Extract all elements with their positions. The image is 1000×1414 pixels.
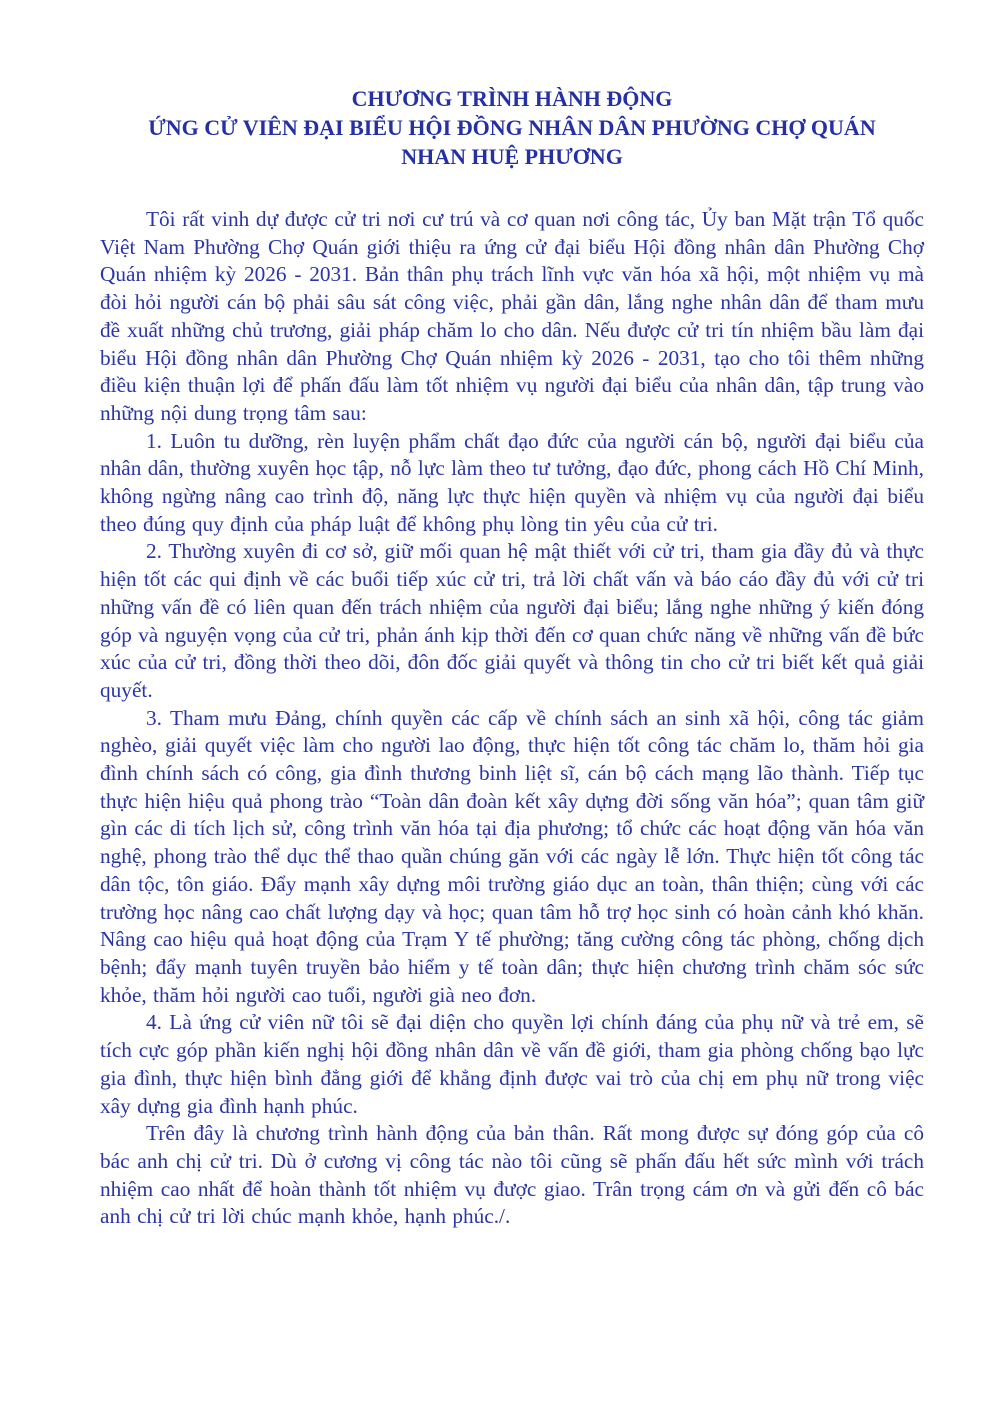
candidate-name: NHAN HUỆ PHƯƠNG [401,144,623,169]
title-line-1: CHƯƠNG TRÌNH HÀNH ĐỘNG [351,86,673,111]
action-item-1: 1. Luôn tu dưỡng, rèn luyện phẩm chất đạo đức của người cán bộ, người đại biểu của nhân dân, thường xuyên học tập, nỗ lực làm theo tư tưởng, đạo đức, phong cách Hồ Chí Minh, không ngừng nâng cao trình độ, năng lực thực hiện quyền và nhiệm vụ của người đại biểu theo đúng quy định của pháp luật để không phụ lòng tin yêu của cử tri. [100,428,924,536]
action-item-4: 4. Là ứng cử viên nữ tôi sẽ đại diện cho quyền lợi chính đáng của phụ nữ và trẻ em, sẽ tích cực góp phần kiến nghị hội đồng nhân dân về vấn đề giới, tham gia phòng chống bạo lực gia đình, thực hiện bình đẳng giới để khẳng định được vai trò của chị em phụ nữ trong việc xây dựng gia đình hạnh phúc. [100,1010,924,1118]
action-item-3: 3. Tham mưu Đảng, chính quyền các cấp về chính sách an sinh xã hội, công tác giảm nghèo, giải quyết việc làm cho người lao động, thực hiện tốt công tác chăm lo, thăm hỏi gia đình chính sách có công, gia đình thương binh liệt sĩ, cán bộ cách mạng lão thành. Tiếp tục thực hiện hiệu quả phong trào “Toàn dân đoàn kết xây dựng đời sống văn hóa”; quan tâm giữ gìn các di tích lịch sử, công trình văn hóa tại địa phương; tổ chức các hoạt động văn hóa văn nghệ, phong trào thể dục thể thao quần chúng găn với các ngày lễ lớn. Thực hiện tốt công tác dân tộc, tôn giáo. Đẩy mạnh xây dựng môi trường giáo dục an toàn, thân thiện; cùng với các trường học nâng cao chất lượng dạy và học; quan tâm hỗ trợ học sinh có hoàn cảnh khó khăn. Nâng cao hiệu quả hoạt động của Trạm Y tế phường; tăng cường công tác phòng, chống dịch bệnh; đẩy mạnh tuyên truyền bảo hiểm y tế toàn dân; thực hiện chương trình chăm sóc sức khỏe, thăm hỏi người cao tuổi, người già neo đơn. [100,705,924,1007]
document-body [100,206,924,1231]
title-line-2: ỨNG CỬ VIÊN ĐẠI BIỂU HỘI ĐỒNG NHÂN DÂN PHƯỜNG CHỢ QUÁN [148,115,876,140]
paragraph-closing: Trên đây là chương trình hành động của bản thân. Rất mong được sự đóng góp của cô bác anh chị cử tri. Dù ở cương vị công tác nào tôi cũng sẽ phấn đấu hết sức mình với trách nhiệm cao nhất để hoàn thành tốt nhiệm vụ được giao. Trân trọng cám ơn và gửi đến cô bác anh chị cử tri lời chúc mạnh khỏe, hạnh phúc./. [100,1121,924,1229]
document-title [100,84,924,171]
action-item-2: 2. Thường xuyên đi cơ sở, giữ mối quan hệ mật thiết với cử tri, tham gia đầy đủ và thực hiện tốt các qui định về các buổi tiếp xúc cử tri, trả lời chất vấn và báo cáo đầy đủ với cử tri những vấn đề có liên quan đến trách nhiệm của người đại biểu; lắng nghe những ý kiến đóng góp và nguyện vọng của cử tri, phản ánh kịp thời đến cơ quan chức năng về những vấn đề bức xúc của cử tri, đồng thời theo dõi, đôn đốc giải quyết và thông tin cho cử tri biết kết quả giải quyết. [100,539,924,702]
paragraph-intro: Tôi rất vinh dự được cử tri nơi cư trú và cơ quan nơi công tác, Ủy ban Mặt trận Tổ quốc Việt Nam Phường Chợ Quán giới thiệu ra ứng cử đại biểu Hội đồng nhân dân Phường Chợ Quán nhiệm kỳ 2026 - 2031. Bản thân phụ trách lĩnh vực văn hóa xã hội, một nhiệm vụ mà đòi hỏi người cán bộ phải sâu sát công việc, phải gần dân, lắng nghe nhân dân để tham mưu đề xuất những chủ trương, giải pháp chăm lo cho dân. Nếu được cử tri tín nhiệm bầu làm đại biểu Hội đồng nhân dân Phường Chợ Quán nhiệm kỳ 2026 - 2031, tạo cho tôi thêm những điều kiện thuận lợi để phấn đấu làm tốt nhiệm vụ người đại biểu của nhân dân, tập trung vào những nội dung trọng tâm sau: [100,207,924,425]
